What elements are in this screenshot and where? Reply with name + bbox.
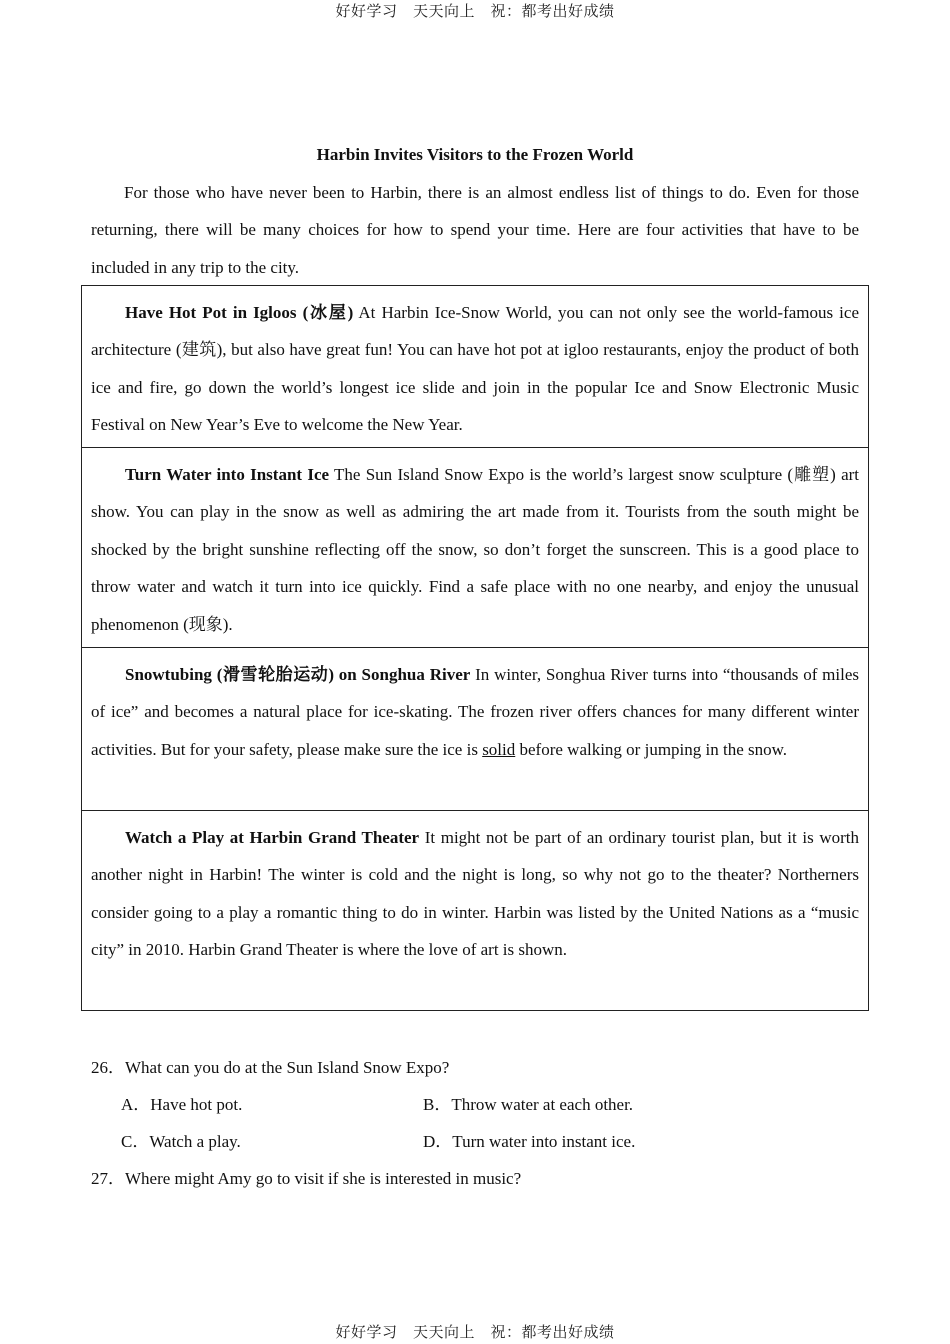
article-intro: For those who have never been to Harbin, there is an almost endless list of things to do. Even for those returning, there will be many choices for how to spend your time. Here are four activities that have to be included in any trip to the city. [91, 183, 859, 277]
activity-box-instant-ice [81, 447, 869, 648]
activity-box-snowtubing [81, 647, 869, 811]
question-26: 26．What can you do at the Sun Island Snow Expo? [91, 1058, 450, 1077]
activity-body: It might not be part of an ordinary tourist plan, but it is worth another night in Harbin! The winter is cold and the night is long, so why not go to the theater? Northerners consider going to a play a romantic thing to do in winter. Harbin was listed by the United Nations as a “music city” in 2010. Harbin Grand Theater is where the love of art is shown. [91, 828, 859, 960]
activity-body-end: before walking or jumping in the snow. [515, 739, 788, 759]
activity-paragraph [91, 819, 859, 969]
activity-heading: Have Hot Pot in Igloos (冰屋) [125, 303, 354, 322]
activity-body: At Harbin Ice-Snow World, you can not only see the world-famous ice architecture (建筑), but also have great fun! You can have hot pot at igloo restaurants, enjoy the product of both ice and fire, go down the world’s longest ice slide and join in the popular Ice and Snow Electronic Music Festival on New Year’s Eve to welcome the New Year. [91, 303, 859, 435]
question-27: 27．Where might Amy go to visit if she is interested in music? [91, 1169, 522, 1188]
activity-heading: Snowtubing (滑雪轮胎运动) on Songhua River [125, 665, 471, 684]
activity-paragraph [91, 656, 859, 768]
question-26-option-d: D．Turn water into instant ice. [423, 1132, 636, 1151]
activity-box-hot-pot [81, 285, 869, 448]
question-26-option-b: B．Throw water at each other. [423, 1095, 634, 1114]
activity-heading: Turn Water into Instant Ice [125, 465, 330, 484]
underlined-word: solid [482, 739, 516, 759]
activity-paragraph [91, 294, 859, 444]
activity-paragraph [91, 456, 859, 643]
question-26-option-c: C．Watch a play. [121, 1132, 241, 1151]
running-header: 好好学习 天天向上 祝：都考出好成绩 [335, 2, 615, 20]
article-title: Harbin Invites Visitors to the Frozen World [316, 145, 634, 164]
activity-body: The Sun Island Snow Expo is the world’s largest snow sculpture (雕塑) art show. You can play in the snow as well as admiring the art made from it. Tourists from the south might be shocked by the bright sunshine reflecting off the snow, so don’t forget the sunscreen. This is a good place to throw water and watch it turn into ice quickly. Find a safe place with no one nearby, and enjoy the unusual phenomenon (现象). [91, 465, 859, 634]
running-footer: 好好学习 天天向上 祝：都考出好成绩 [335, 1323, 615, 1341]
activity-heading: Watch a Play at Harbin Grand Theater [125, 828, 420, 847]
question-26-option-a: A．Have hot pot. [121, 1095, 243, 1114]
activity-body: In winter, Songhua River turns into “thousands of miles of ice” and becomes a natural place for ice-skating. The frozen river offers chances for many different winter activities. But for your safety, please make sure the ice is [91, 665, 860, 759]
activity-box-grand-theater [81, 810, 869, 1011]
